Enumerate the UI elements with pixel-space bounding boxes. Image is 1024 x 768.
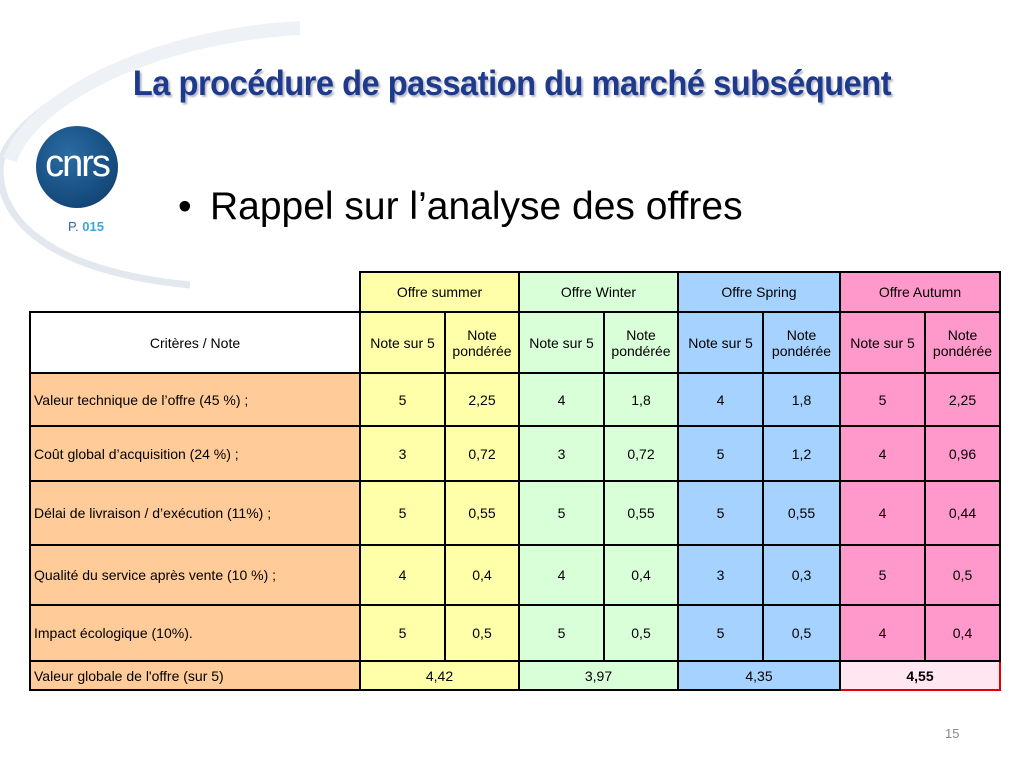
offers-analysis-table (29, 271, 1001, 691)
total-spring: 4,35 (678, 661, 840, 690)
weighted-score-cell: 1,2 (763, 426, 840, 481)
weighted-score-cell: 2,25 (925, 373, 1000, 426)
total-autumn-best: 4,55 (840, 661, 1000, 690)
offer-header-spring: Offre Spring (678, 272, 840, 312)
score-cell: 4 (840, 426, 925, 481)
criterion-cell: Impact écologique (10%). (30, 605, 360, 661)
weighted-score-cell: 0,4 (925, 605, 1000, 661)
cnrs-logo-text: cnrs (45, 143, 109, 185)
score-cell: 4 (519, 545, 604, 605)
weighted-score-cell: 0,5 (445, 605, 519, 661)
table-row (30, 426, 1000, 481)
criterion-cell: Coût global d’acquisition (24 %) ; (30, 426, 360, 481)
score-cell: 5 (678, 426, 763, 481)
score-cell: 4 (360, 545, 445, 605)
score-cell: 5 (360, 373, 445, 426)
subheader-note: Note sur 5 (360, 312, 445, 373)
score-cell: 4 (840, 605, 925, 661)
bullet-dot-icon: • (178, 185, 192, 228)
page-reference-number: 015 (82, 219, 104, 234)
table-row (30, 481, 1000, 545)
score-cell: 4 (840, 481, 925, 545)
page-reference-prefix: P. (68, 219, 79, 234)
offers-header-row (30, 272, 1000, 312)
weighted-score-cell: 0,55 (445, 481, 519, 545)
offer-header-summer: Offre summer (360, 272, 519, 312)
weighted-score-cell: 0,3 (763, 545, 840, 605)
total-row (30, 661, 1000, 690)
weighted-score-cell: 0,5 (763, 605, 840, 661)
criterion-cell: Valeur technique de l’offre (45 %) ; (30, 373, 360, 426)
score-cell: 3 (519, 426, 604, 481)
table-row (30, 373, 1000, 426)
score-cell: 5 (840, 373, 925, 426)
criterion-cell: Délai de livraison / d’exécution (11%) ; (30, 481, 360, 545)
subheader-weighted: Note pondérée (763, 312, 840, 373)
empty-corner-cell (30, 272, 360, 312)
weighted-score-cell: 1,8 (763, 373, 840, 426)
total-label-cell: Valeur globale de l'offre (sur 5) (30, 661, 360, 690)
table-row (30, 545, 1000, 605)
score-cell: 4 (519, 373, 604, 426)
weighted-score-cell: 0,4 (604, 545, 678, 605)
weighted-score-cell: 0,5 (604, 605, 678, 661)
score-cell: 5 (840, 545, 925, 605)
weighted-score-cell: 0,55 (763, 481, 840, 545)
subheader-note: Note sur 5 (519, 312, 604, 373)
weighted-score-cell: 0,55 (604, 481, 678, 545)
cnrs-logo (36, 126, 118, 208)
score-cell: 5 (678, 481, 763, 545)
score-cell: 4 (678, 373, 763, 426)
weighted-score-cell: 0,96 (925, 426, 1000, 481)
offer-header-winter: Offre Winter (519, 272, 678, 312)
weighted-score-cell: 0,72 (604, 426, 678, 481)
score-cell: 5 (360, 481, 445, 545)
slide-title: La procédure de passation du marché subséquent (132, 64, 892, 103)
score-cell: 5 (519, 605, 604, 661)
slide-page-number: 15 (945, 726, 960, 741)
score-cell: 3 (678, 545, 763, 605)
subheader-weighted: Note pondérée (604, 312, 678, 373)
subheader-weighted: Note pondérée (925, 312, 1000, 373)
weighted-score-cell: 0,5 (925, 545, 1000, 605)
subheader-weighted: Note pondérée (445, 312, 519, 373)
weighted-score-cell: 0,44 (925, 481, 1000, 545)
total-winter: 3,97 (519, 661, 678, 690)
score-cell: 5 (360, 605, 445, 661)
offer-header-autumn: Offre Autumn (840, 272, 1000, 312)
total-summer: 4,42 (360, 661, 519, 690)
weighted-score-cell: 0,72 (445, 426, 519, 481)
criterion-cell: Qualité du service après vente (10 %) ; (30, 545, 360, 605)
score-cell: 5 (678, 605, 763, 661)
weighted-score-cell: 2,25 (445, 373, 519, 426)
weighted-score-cell: 1,8 (604, 373, 678, 426)
criteria-header: Critères / Note (30, 312, 360, 373)
bullet-text: Rappel sur l’analyse des offres (210, 185, 743, 228)
subheader-row (30, 312, 1000, 373)
page-reference (68, 219, 104, 234)
score-cell: 3 (360, 426, 445, 481)
table-row (30, 605, 1000, 661)
score-cell: 5 (519, 481, 604, 545)
bullet-item (178, 185, 743, 229)
weighted-score-cell: 0,4 (445, 545, 519, 605)
subheader-note: Note sur 5 (678, 312, 763, 373)
subheader-note: Note sur 5 (840, 312, 925, 373)
